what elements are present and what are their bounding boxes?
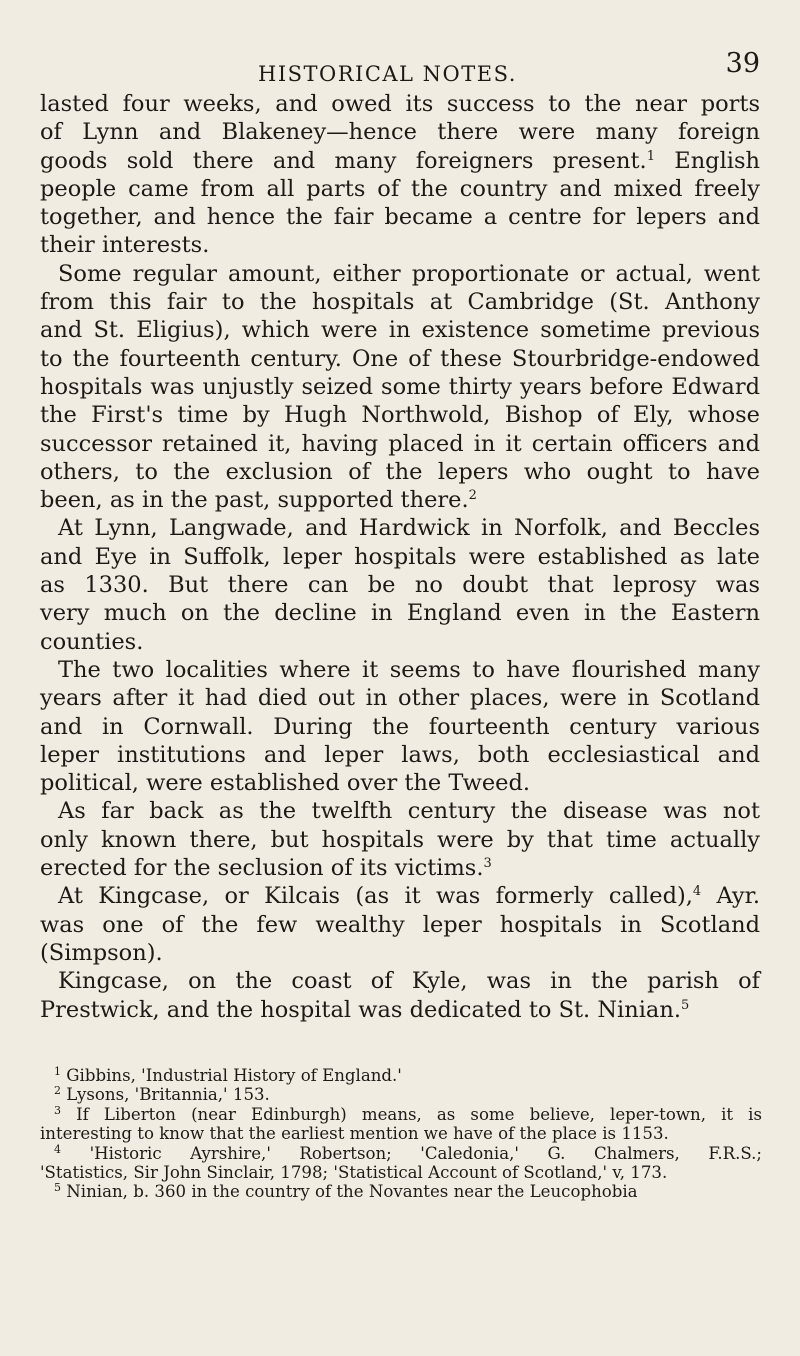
running-title: HISTORICAL NOTES. <box>258 62 517 86</box>
text-line: (Simpson). <box>40 939 163 966</box>
text-line: The two localities where it seems to have flourished many <box>58 656 760 683</box>
footnote-ref: 3 <box>483 856 492 872</box>
text-line: As far back as the twelfth century the disease was not <box>58 798 760 825</box>
footnote-ref: 1 <box>646 148 655 164</box>
text-line: goods sold there and many foreigners present.$^1$ English <box>40 147 761 174</box>
text-line: At Lynn, Langwade, and Hardwick in Norfolk, and Beccles <box>58 515 760 542</box>
text-line: At Kingcase, or Kilcais (as it was formerly called),$^4$ Ayr. <box>58 883 760 910</box>
text-line: from this fair to the hospitals at Cambridge (St. Anthony <box>40 289 760 316</box>
footnotes <box>40 1066 762 1202</box>
footnote-4-continued: 'Statistics, Sir John Sinclair, 1798; 'Statistical Account of Scotland,' v, 173. <box>40 1162 668 1182</box>
text-line: as 1330. But there can be no doubt that leprosy was <box>40 572 760 599</box>
text-line: Prestwick, and the hospital was dedicated to St. Ninian.$^5$ <box>40 996 690 1023</box>
text-line: to the fourteenth century. One of these Stourbridge-endowed <box>40 345 760 372</box>
text-line: and St. Eligius), which were in existence sometime previous <box>40 317 760 344</box>
footnote-3: $^3$ If Liberton (near Edinburgh) means, as some believe, leper-town, it is <box>54 1103 762 1124</box>
text-line: the First's time by Hugh Northwold, Bishop of Ely, whose <box>40 402 760 429</box>
footnote-ref: 2 <box>468 488 477 504</box>
text-line: together, and hence the fair became a centre for lepers and <box>40 204 760 231</box>
text-line: erected for the seclusion of its victims.$^3$ <box>40 855 492 882</box>
text-line: been, as in the past, supported there.$^2$ <box>40 487 477 514</box>
footnote-ref: 5 <box>681 997 690 1013</box>
body-text <box>40 90 760 1024</box>
text-line: lasted four weeks, and owed its success to the near ports <box>40 91 760 117</box>
text-line: and Eye in Suffolk, leper hospitals were established as late <box>40 543 760 570</box>
footnote-ref: 4 <box>692 884 702 900</box>
text-line: was one of the few wealthy leper hospitals in Scotland <box>40 911 760 938</box>
text-line: hospitals was unjustly seized some thirty years before Edward <box>40 373 760 400</box>
footnote-2: $^2$ Lysons, 'Britannia,' 153. <box>54 1084 270 1105</box>
text-line: people came from all parts of the country and mixed freely <box>40 175 760 202</box>
text-line: and in Cornwall. During the fourteenth century various <box>40 713 760 740</box>
text-line: successor retained it, having placed in it certain officers and <box>40 430 760 457</box>
text-line: political, were established over the Tweed. <box>40 770 531 797</box>
running-head <box>0 38 800 86</box>
text-line: their interests. <box>40 232 210 259</box>
page-number: 39 <box>725 48 760 79</box>
text-line: Kingcase, on the coast of Kyle, was in the parish of <box>58 968 760 995</box>
footnote-5: $^5$ Ninian, b. 360 in the country of the Novantes near the Leucophobia <box>54 1181 638 1202</box>
text-line: only known there, but hospitals were by that time actually <box>40 826 760 853</box>
footnote-1: $^1$ Gibbins, 'Industrial History of England.' <box>54 1065 402 1085</box>
text-line: of Lynn and Blakeney—hence there were many foreign <box>40 119 760 146</box>
text-line: leper institutions and leper laws, both ecclesiastical and <box>40 741 760 768</box>
text-line: others, to the exclusion of the lepers who ought to have <box>40 458 760 485</box>
text-line: very much on the decline in England even in the Eastern <box>40 600 760 627</box>
text-line: years after it had died out in other places, were in Scotland <box>40 685 760 712</box>
footnote-3-continued: interesting to know that the earliest mention we have of the place is 1153. <box>40 1124 669 1144</box>
text-line: Some regular amount, either proportionate or actual, went <box>58 260 760 287</box>
footnote-4: $^4$ 'Historic Ayrshire,' Robertson; 'Caledonia,' G. Chalmers, F.R.S.; <box>54 1142 762 1163</box>
text-line: counties. <box>40 628 144 655</box>
